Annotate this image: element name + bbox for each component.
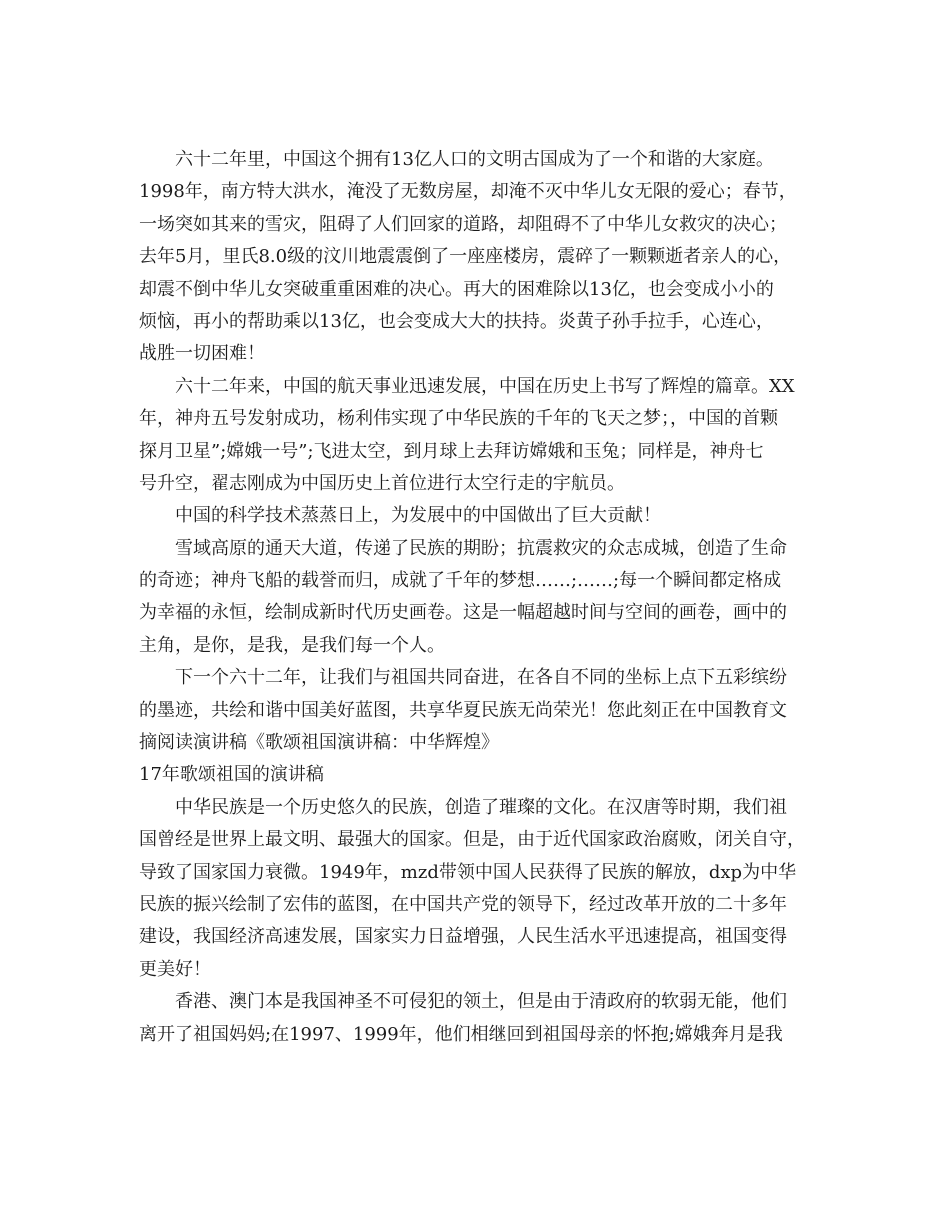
- paragraph-line: 中国的科学技术蒸蒸日上，为发展中的中国做出了巨大贡献！: [175, 505, 661, 527]
- paragraph-line: 一场突如其来的雪灾，阻碍了人们回家的道路，却阻碍不了中华儿女救灾的决心；: [139, 213, 787, 235]
- paragraph-line: 烦恼，再小的帮助乘以13亿，也会变成大大的扶持。炎黄子孙手拉手，心连心，: [139, 310, 774, 332]
- paragraph-line: 战胜一切困难！: [139, 343, 265, 365]
- section-heading: 17年歌颂祖国的演讲稿: [139, 764, 324, 786]
- paragraph-line: 探月卫星”;嫦娥一号”;飞进太空，到月球上去拜访嫦娥和玉兔；同样是，神舟七: [139, 440, 764, 462]
- paragraph-line: 六十二年里，中国这个拥有13亿人口的文明古国成为了一个和谐的大家庭。: [175, 149, 774, 170]
- paragraph-line: 雪域高原的通天大道，传递了民族的期盼；抗震救灾的众志成城，创造了生命: [175, 537, 787, 559]
- paragraph-line: 民族的振兴绘制了宏伟的蓝图，在中国共产党的领导下，经过改革开放的二十多年: [139, 893, 787, 915]
- paragraph-line: 号升空，翟志刚成为中国历史上首位进行太空行走的宇航员。: [139, 472, 625, 494]
- paragraph-line: 却震不倒中华儿女突破重重困难的决心。再大的困难除以13亿，也会变成小小的: [139, 278, 774, 300]
- paragraph-line: 更美好！: [139, 958, 211, 980]
- paragraph-line: 导致了国家国力衰微。1949年，mzd带领中国人民获得了民族的解放，dxp为中华: [139, 861, 797, 883]
- paragraph-line: 摘阅读演讲稿《歌颂祖国演讲稿：中华辉煌》: [139, 732, 499, 754]
- paragraph-line: 主角，是你，是我，是我们每一个人。: [139, 634, 445, 656]
- paragraph-line: 的奇迹；神舟飞船的载誉而归，成就了千年的梦想……;……;每一个瞬间都定格成: [139, 570, 782, 592]
- document-body: [139, 144, 829, 1051]
- paragraph-line: 国曾经是世界上最文明、最强大的国家。但是，由于近代国家政治腐败，闭关自守，: [139, 829, 805, 851]
- paragraph-line: 去年5月，里氏8.0级的汶川地震震倒了一座座楼房，震碎了一颗颗逝者亲人的心，: [139, 246, 792, 268]
- paragraph-line: 六十二年来，中国的航天事业迅速发展，中国在历史上书写了辉煌的篇章。XX: [175, 375, 795, 397]
- paragraph-line: 香港、澳门本是我国神圣不可侵犯的领土，但是由于清政府的软弱无能，他们: [175, 991, 787, 1013]
- paragraph-line: 1998年，南方特大洪水，淹没了无数房屋，却淹不灭中华儿女无限的爱心；春节，: [139, 181, 797, 203]
- paragraph-line: 建设，我国经济高速发展，国家实力日益增强，人民生活水平迅速提高，祖国变得: [139, 926, 787, 948]
- paragraph-line: 为幸福的永恒，绘制成新时代历史画卷。这是一幅超越时间与空间的画卷，画中的: [139, 602, 787, 624]
- paragraph-line: 的墨迹，共绘和谐中国美好蓝图，共享华夏民族无尚荣光！您此刻正在中国教育文: [139, 699, 787, 721]
- paragraph-line: 下一个六十二年，让我们与祖国共同奋进，在各自不同的坐标上点下五彩缤纷: [175, 667, 787, 689]
- paragraph-line: 中华民族是一个历史悠久的民族，创造了璀璨的文化。在汉唐等时期，我们祖: [175, 796, 787, 818]
- paragraph-line: 年，神舟五号发射成功，杨利伟实现了中华民族的千年的飞天之梦；，中国的首颗: [139, 408, 778, 430]
- paragraph-line: 离开了祖国妈妈;在1997、1999年，他们相继回到祖国母亲的怀抱;嫦娥奔月是我: [139, 1023, 783, 1045]
